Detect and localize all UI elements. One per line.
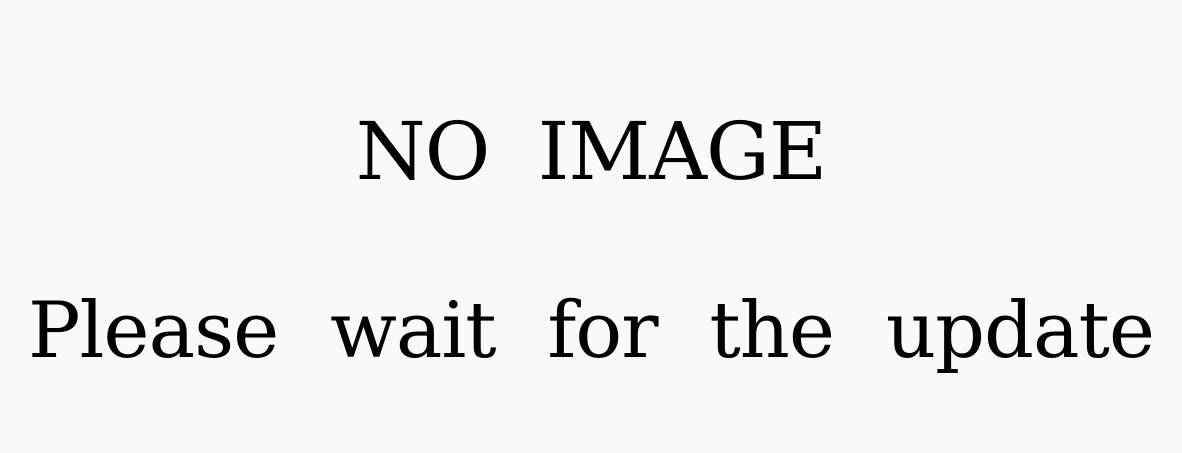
update-message: Please wait for the update (28, 286, 1154, 376)
no-image-title: NO IMAGE (355, 105, 827, 198)
